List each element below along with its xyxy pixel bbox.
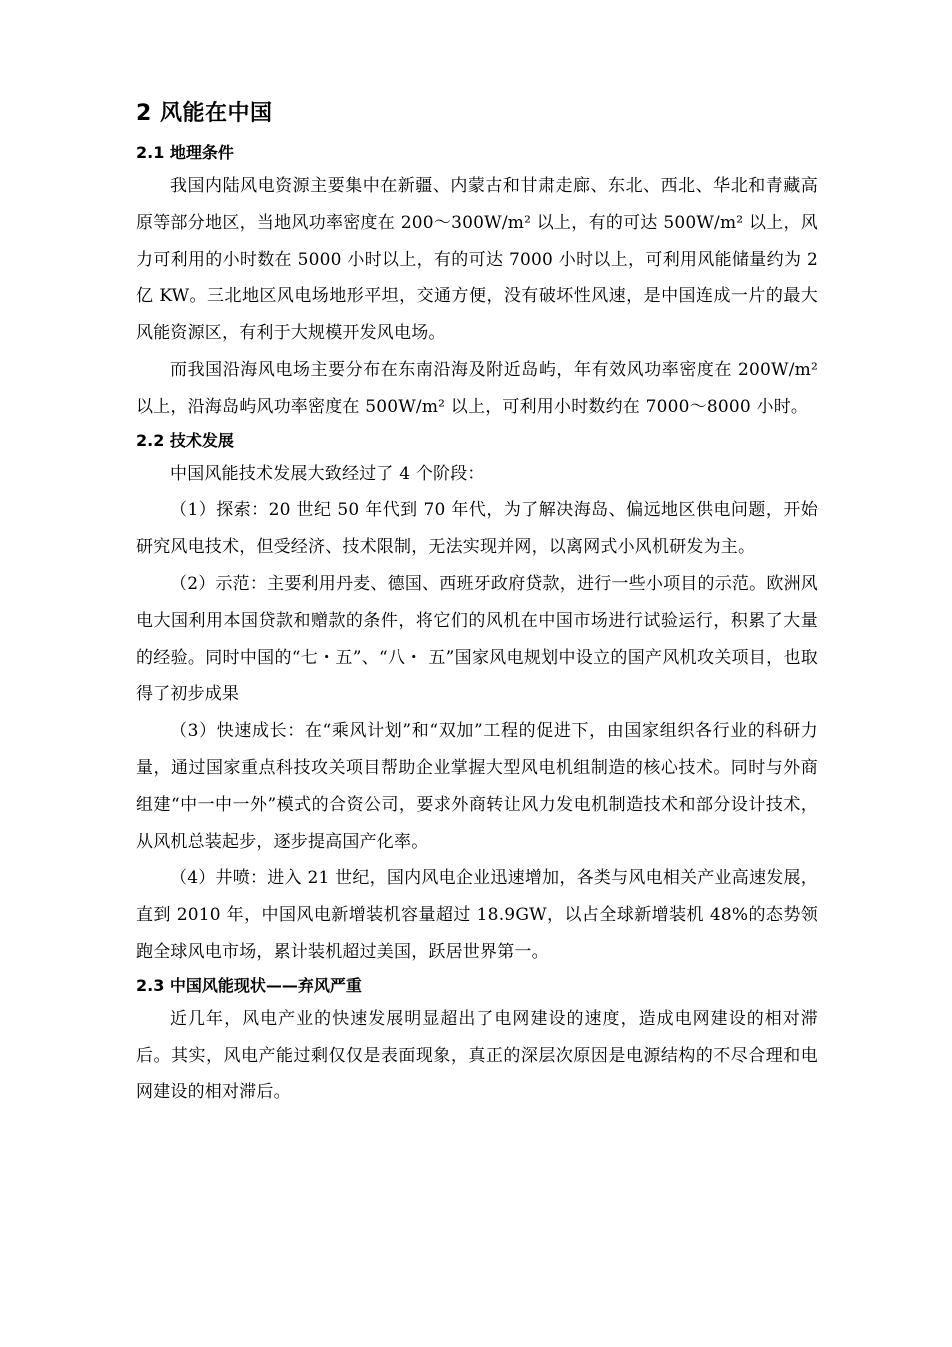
section-heading-geography: 2.1 地理条件 [136, 143, 234, 162]
chapter-title: 2 风能在中国 [136, 101, 273, 126]
paragraph: 近几年，风电产业的快速发展明显超出了电网建设的速度，造成电网建设的相对滞后。其实，风电产能过剩仅仅是表面现象，真正的深层次原因是电源结构的不尽合理和电网建设的相对滞后。 [136, 1008, 818, 1103]
paragraph: 而我国沿海风电场主要分布在东南沿海及附近岛屿，年有效风功率密度在 200W/m² 以上，沿海岛屿风功率密度在 500W/m² 以上，可利用小时数约在 7000～8000 小时。 [136, 359, 818, 417]
document-page [136, 96, 818, 1111]
paragraph: 我国内陆风电资源主要集中在新疆、内蒙古和甘肃走廊、东北、西北、华北和青藏高原等部分地区，当地风功率密度在 200～300W/m² 以上，有的可达 500W/m² 以上，风力可利用的小时数在 5000 小时以上，有的可达 7000 小时以上，可利用风能储量约为 2 亿 KW。三北地区风电场地形平坦，交通方便，没有破坏性风速，是中国连成一片的最大风能资源区，有利于大规模开发风电场。 [136, 176, 818, 344]
paragraph: （3）快速成长：在“乘风计划”和“双加”工程的促进下，由国家组织各行业的科研力量，通过国家重点科技攻关项目帮助企业掌握大型风电机组制造的核心技术。同时与外商组建“中一中一外”模式的合资公司，要求外商转让风力发电机制造技术和部分设计技术，从风机总装起步，逐步提高国产化率。 [136, 721, 818, 852]
paragraph: （2）示范：主要利用丹麦、德国、西班牙政府贷款，进行一些小项目的示范。欧洲风电大国利用本国贷款和赠款的条件，将它们的风机在中国市场进行试验运行，积累了大量的经验。同时中国的“七・五”、“八・ 五”国家风电规划中设立的国产风机攻关项目，也取得了初步成果 [136, 573, 818, 705]
section-heading-technology: 2.2 技术发展 [136, 430, 234, 450]
section-heading-status: 2.3 中国风能现状——弃风严重 [136, 975, 362, 995]
paragraph: （4）井喷：进入 21 世纪，国内风电企业迅速增加，各类与风电相关产业高速发展，直到 2010 年，中国风电新增装机容量超过 18.9GW，以占全球新增装机 48%的态势领跑全球风电市场，累计装机超过美国，跃居世界第一。 [136, 868, 818, 962]
paragraph: （1）探索：20 世纪 50 年代到 70 年代，为了解决海岛、偏远地区供电问题，开始研究风电技术，但受经济、技术限制，无法实现并网，以离网式小风机研发为主。 [136, 500, 818, 558]
paragraph: 中国风能技术发展大致经过了 4 个阶段： [170, 463, 485, 484]
